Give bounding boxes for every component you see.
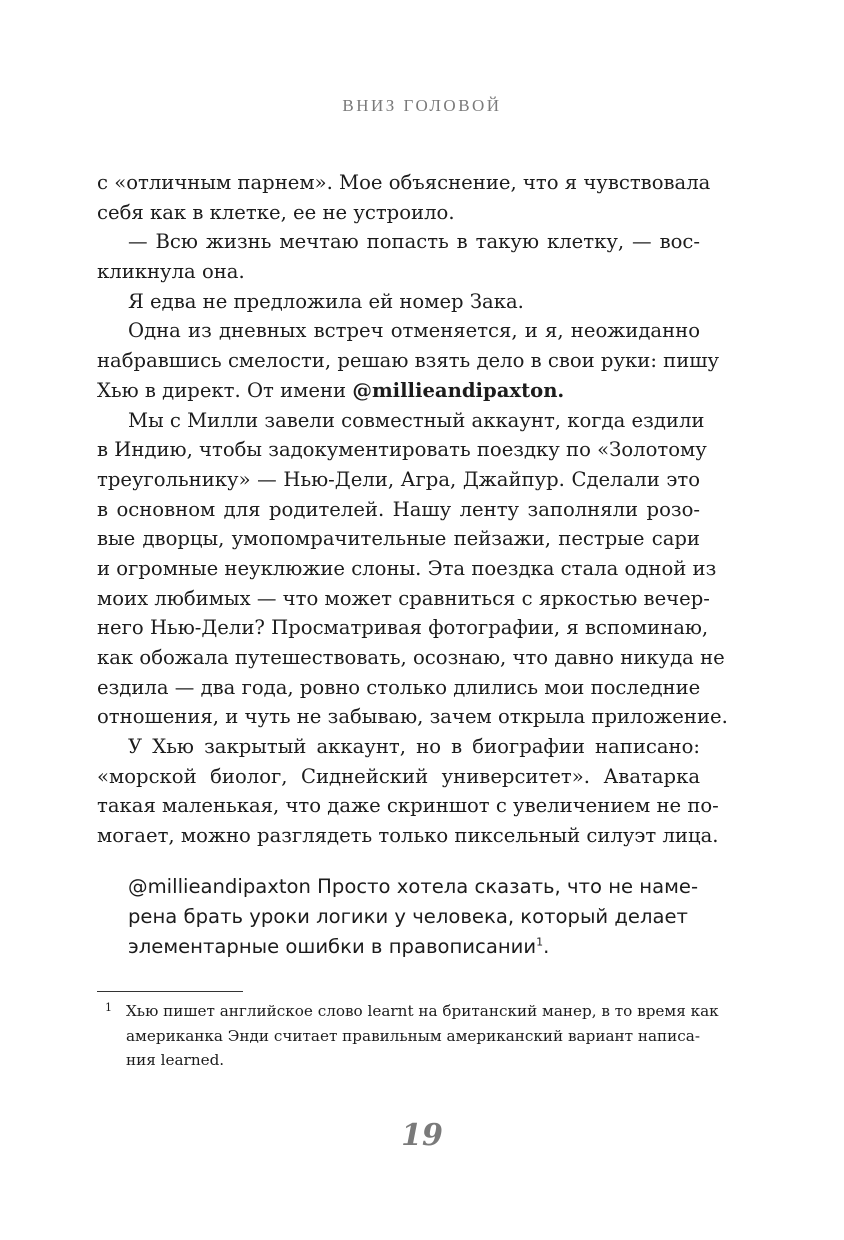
body-line: «морской биолог, Сиднейский университет». Аватарка xyxy=(97,764,700,788)
body-line-text: Хью в директ. От имени xyxy=(97,378,353,402)
body-line xyxy=(97,376,700,406)
body-text xyxy=(97,168,728,851)
footnote-number: 1 xyxy=(105,1001,112,1014)
body-line: в основном для родителей. Нашу ленту заполняли розо- xyxy=(97,497,700,521)
message-line-text: элементарные ошибки в правописании xyxy=(128,934,537,958)
body-line: моих любимых — что может сравниться с яркостью вечер- xyxy=(97,586,710,610)
body-line: Я едва не предложила ей номер Зака. xyxy=(128,289,524,313)
message-line xyxy=(128,932,671,962)
body-line: такая маленькая, что даже скриншот с увеличением не по- xyxy=(97,794,719,818)
body-line: Одна из дневных встреч отменяется, и я, неожиданно xyxy=(128,319,700,343)
body-line: и огромные неуклюжие слоны. Эта поездка стала одной из xyxy=(97,556,717,580)
body-line: отношения, и чуть не забываю, зачем открыла приложение. xyxy=(97,705,728,729)
footnote-line xyxy=(97,999,719,1024)
body-line: вые дворцы, умопомрачительные пейзажи, пестрые сари xyxy=(97,527,700,551)
account-handle: @millieandipaxton. xyxy=(352,378,565,402)
footnote xyxy=(97,999,719,1073)
running-head: ВНИЗ ГОЛОВОЙ xyxy=(342,96,502,115)
body-line: — Всю жизнь мечтаю попасть в такую клетку, — вос- xyxy=(128,230,700,254)
direct-message xyxy=(128,872,699,961)
body-line: кликнула она. xyxy=(97,260,245,284)
message-line: @millieandipaxton Просто хотела сказать, что не наме- xyxy=(128,875,699,898)
footnote-line-text: Хью пишет английское слово learnt на британский манер, в то время как xyxy=(126,1002,719,1020)
body-line: Мы с Милли завели совместный аккаунт, когда ездили xyxy=(128,408,705,432)
body-line: с «отличным парнем». Мое объяснение, что я чувствовала xyxy=(97,171,711,194)
body-line: могает, можно разглядеть только пиксельный силуэт лица. xyxy=(97,824,719,848)
footnote-line: американка Энди считает правильным американский вариант написа- xyxy=(126,1026,700,1045)
body-line: набравшись смелости, решаю взять дело в свои руки: пишу xyxy=(97,349,720,373)
body-line: в Индию, чтобы задокументировать поездку по «Золотому xyxy=(97,438,707,462)
body-line: него Нью-Дели? Просматривая фотографии, я вспоминаю, xyxy=(97,616,709,640)
footnote-rule xyxy=(97,991,243,992)
body-line: как обожала путешествовать, осознаю, что давно никуда не xyxy=(97,646,725,669)
body-line: У Хью закрытый аккаунт, но в биографии написано: xyxy=(128,735,700,759)
body-line: треугольнику» — Нью-Дели, Агра, Джайпур. Сделали это xyxy=(97,467,700,491)
message-end-punct: . xyxy=(543,934,550,958)
footnote-line: ния learned. xyxy=(126,1051,225,1069)
page-number: 19 xyxy=(401,1118,443,1153)
footnote-reference: 1 xyxy=(536,935,544,949)
body-line: ездила — два года, ровно столько длились мои последние xyxy=(97,675,701,699)
body-line: себя как в клетке, ее не устроило. xyxy=(97,200,455,224)
message-line: рена брать уроки логики у человека, который делает xyxy=(128,904,688,928)
